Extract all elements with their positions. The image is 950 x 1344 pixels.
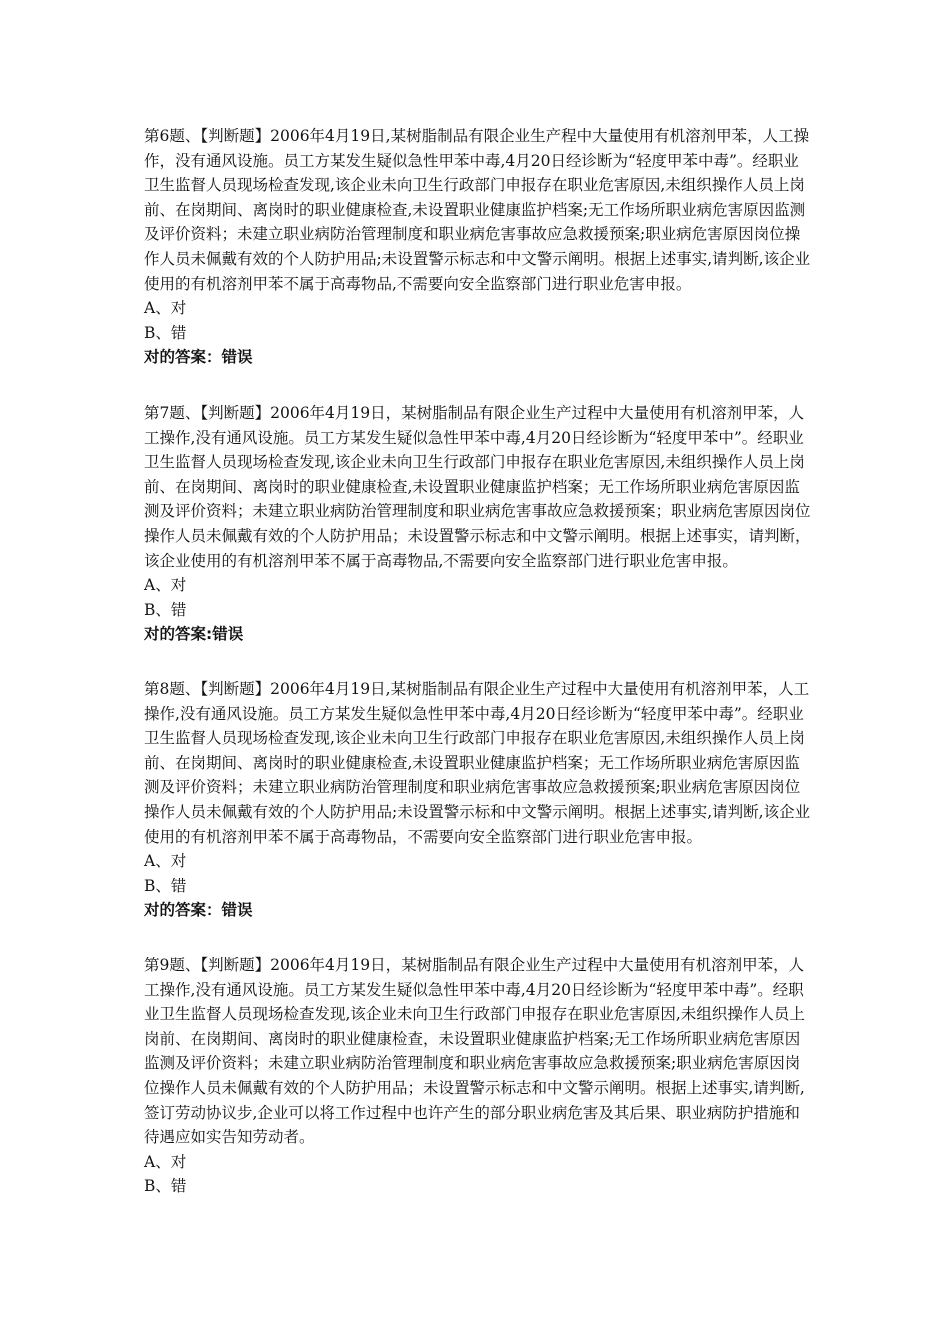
option-b: B、错 [144,323,187,342]
option-b: B、错 [144,600,187,619]
option-b: B、错 [144,876,187,895]
question-7 [144,401,814,647]
question-6 [144,124,814,370]
question-8 [144,677,814,923]
option-a: A、对 [144,852,187,871]
correct-answer: 对的答案：错误 [144,348,253,367]
question-stem: 第9题、【判断题】2006年4月19日，某树脂制品有限企业生产过程中大量使用有机溶剂甲苯，人工操作,没有通风设施。员工方某发生疑似急性甲苯中毒,4月20日经诊断为“轻度甲苯中毒”。经职业卫生监督人员现场检查发现,该企业未向卫生行政部门申报存在职业危害原因,未组织操作人员上岗前、在岗期间、离岗时的职业健康检查，未设置职业健康监护档案;无工作场所职业病危害原因监测及评价资料；未建立职业病防治管理制度和职业病危害事故应急救援预案;职业病危害原因岗位操作人员未佩戴有效的个人防护用品；未设置警示标志和中文警示阐明。根据上述事实,请判断,签订劳动协议步,企业可以将工作过程中也许产生的部分职业病危害及其后果、职业病防护措施和待遇应如实告知劳动者。 [144,956,805,1147]
question-9 [144,953,814,1199]
correct-answer: 对的答案:错误 [144,625,244,644]
question-stem: 第8题、【判断题】2006年4月19日,某树脂制品有限企业生产过程中大量使用有机溶剂甲苯，人工操作,没有通风设施。员工方某发生疑似急性甲苯中毒,4月20日经诊断为“轻度甲苯中毒”。经职业卫生监督人员现场检查发现,该企业未向卫生行政部门申报存在职业危害原因,未组织操作人员上岗前、在岗期间、离岗时的职业健康检查,未设置职业健康监护档案；无工作场所职业病危害原因监测及评价资料；未建立职业病防治管理制度和职业病危害事故应急救援预案;职业病危害原因岗位操作人员未佩戴有效的个人防护用品;未设置警示标和中文警示阐明。根据上述事实,请判断,该企业使用的有机溶剂甲苯不属于高毒物品，不需要向安全监察部门进行职业危害申报。 [144,680,811,846]
option-a: A、对 [144,576,187,595]
question-stem: 第7题、【判断题】2006年4月19日，某树脂制品有限企业生产过程中大量使用有机溶剂甲苯，人工操作,没有通风设施。员工方某发生疑似急性甲苯中毒,4月20日经诊断为“轻度甲苯中”。经职业卫生监督人员现场检查发现,该企业未向卫生行政部门申报存在职业危害原因,未组织操作人员上岗前、在岗期间、离岗时的职业健康检查,未设置职业健康监护档案；无工作场所职业病危害原因监测及评价资料；未建立职业病防治管理制度和职业病危害事故应急救援预案；职业病危害原因岗位操作人员未佩戴有效的个人防护用品；未设置警示标志和中文警示阐明。根据上述事实，请判断，该企业使用的有机溶剂甲苯不属于高毒物品,不需要向安全监察部门进行职业危害申报。 [144,404,811,570]
option-b: B、错 [144,1177,187,1196]
correct-answer: 对的答案：错误 [144,901,253,920]
question-stem: 第6题、【判断题】2006年4月19日,某树脂制品有限企业生产程中大量使用有机溶剂甲苯，人工操作，没有通风设施。员工方某发生疑似急性甲苯中毒,4月20日经诊断为“轻度甲苯中毒”。经职业卫生监督人员现场检查发现,该企业未向卫生行政部门申报存在职业危害原因,未组织操作人员上岗前、在岗期间、离岗时的职业健康检查,未设置职业健康监护档案;无工作场所职业病危害原因监测及评价资料；未建立职业病防治管理制度和职业病危害事故应急救援预案;职业病危害原因岗位操作人员未佩戴有效的个人防护用品;未设置警示标志和中文警示阐明。根据上述事实,请判断,该企业使用的有机溶剂甲苯不属于高毒物品,不需要向安全监察部门进行职业危害申报。 [144,127,811,293]
option-a: A、对 [144,1152,187,1171]
option-a: A、对 [144,299,187,318]
